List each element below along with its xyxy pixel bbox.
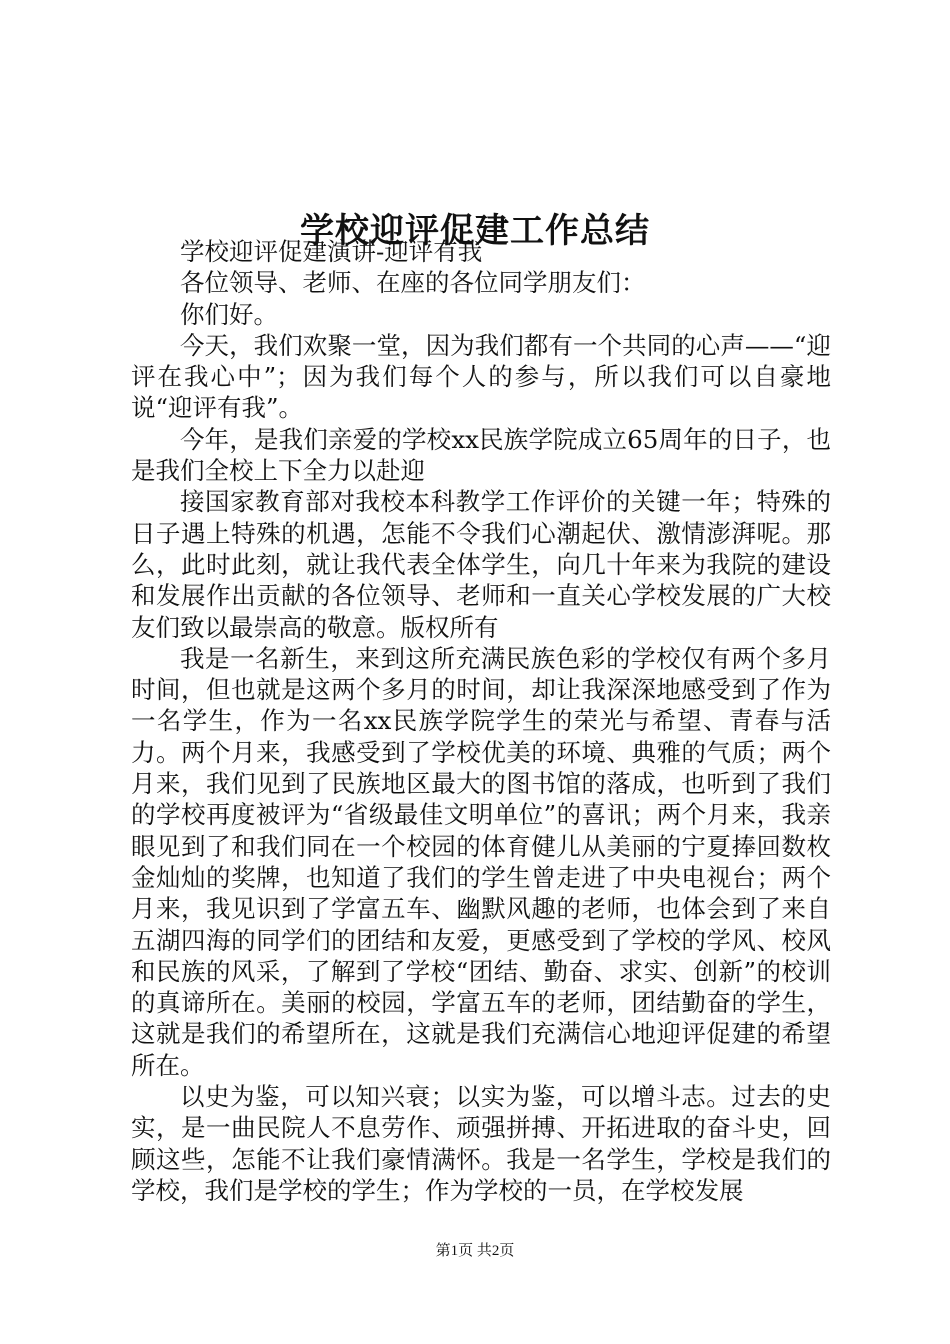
- paragraph-greeting: 你们好。: [180, 299, 278, 329]
- paragraph: 我是一名新生，来到这所充满民族色彩的学校仅有两个多月时间，但也就是这两个多月的时间，却让我深深地感受到了作为一名学生，作为一名xx民族学院学生的荣光与希望、青春与活力。两个月来，我感受到了学校优美的环境、典雅的气质；两个月来，我们见到了民族地区最大的图书馆的落成，也听到了我们的学校再度被评为“省级最佳文明单位”的喜讯；两个月来，我亲眼见到了和我们同在一个校园的体育健儿从美丽的宁夏捧回数枚金灿灿的奖牌，也知道了我们的学生曾走进了中央电视台；两个月来，我见识到了学富五车、幽默风趣的老师，也体会到了来自五湖四海的同学们的团结和友爱，更感受到了学校的学风、校风和民族的风采，了解到了学校“团结、勤奋、求实、创新”的校训的真谛所在。美丽的校园，学富五车的老师，团结勤奋的学生，这就是我们的希望所在，这就是我们充满信心地迎评促建的希望所在。: [131, 643, 831, 1080]
- page-number-footer: 第1页 共2页: [435, 1243, 515, 1259]
- paragraph: 今天，我们欢聚一堂，因为我们都有一个共同的心声——“迎评在我心中”；因为我们每个人的参与，所以我们可以自豪地说“迎评有我”。: [131, 330, 831, 423]
- document-title: 学校迎评促建工作总结: [300, 210, 650, 251]
- paragraph: 接国家教育部对我校本科教学工作评价的关键一年；特殊的日子遇上特殊的机遇，怎能不令我们心潮起伏、激情澎湃呢。那么，此时此刻，就让我代表全体学生，向几十年来为我院的建设和发展作出贡献的各位领导、老师和一直关心学校发展的广大校友们致以最崇高的敬意。版权所有: [131, 487, 831, 642]
- paragraph: 今年，是我们亲爱的学校xx民族学院成立65周年的日子，也是我们全校上下全力以赴迎: [131, 424, 831, 486]
- paragraph-subtitle: 学校迎评促建演讲-迎评有我: [180, 237, 483, 266]
- paragraph-salutation: 各位领导、老师、在座的各位同学朋友们：: [180, 268, 646, 298]
- paragraph: 以史为鉴，可以知兴衰；以实为鉴，可以增斗志。过去的史实，是一曲民院人不息劳作、顽强拼搏、开拓进取的奋斗史，回顾这些，怎能不让我们豪情满怀。我是一名学生，学校是我们的学校，我们是学校的学生；作为学校的一员，在学校发展: [131, 1082, 831, 1205]
- document-body: [131, 236, 831, 1206]
